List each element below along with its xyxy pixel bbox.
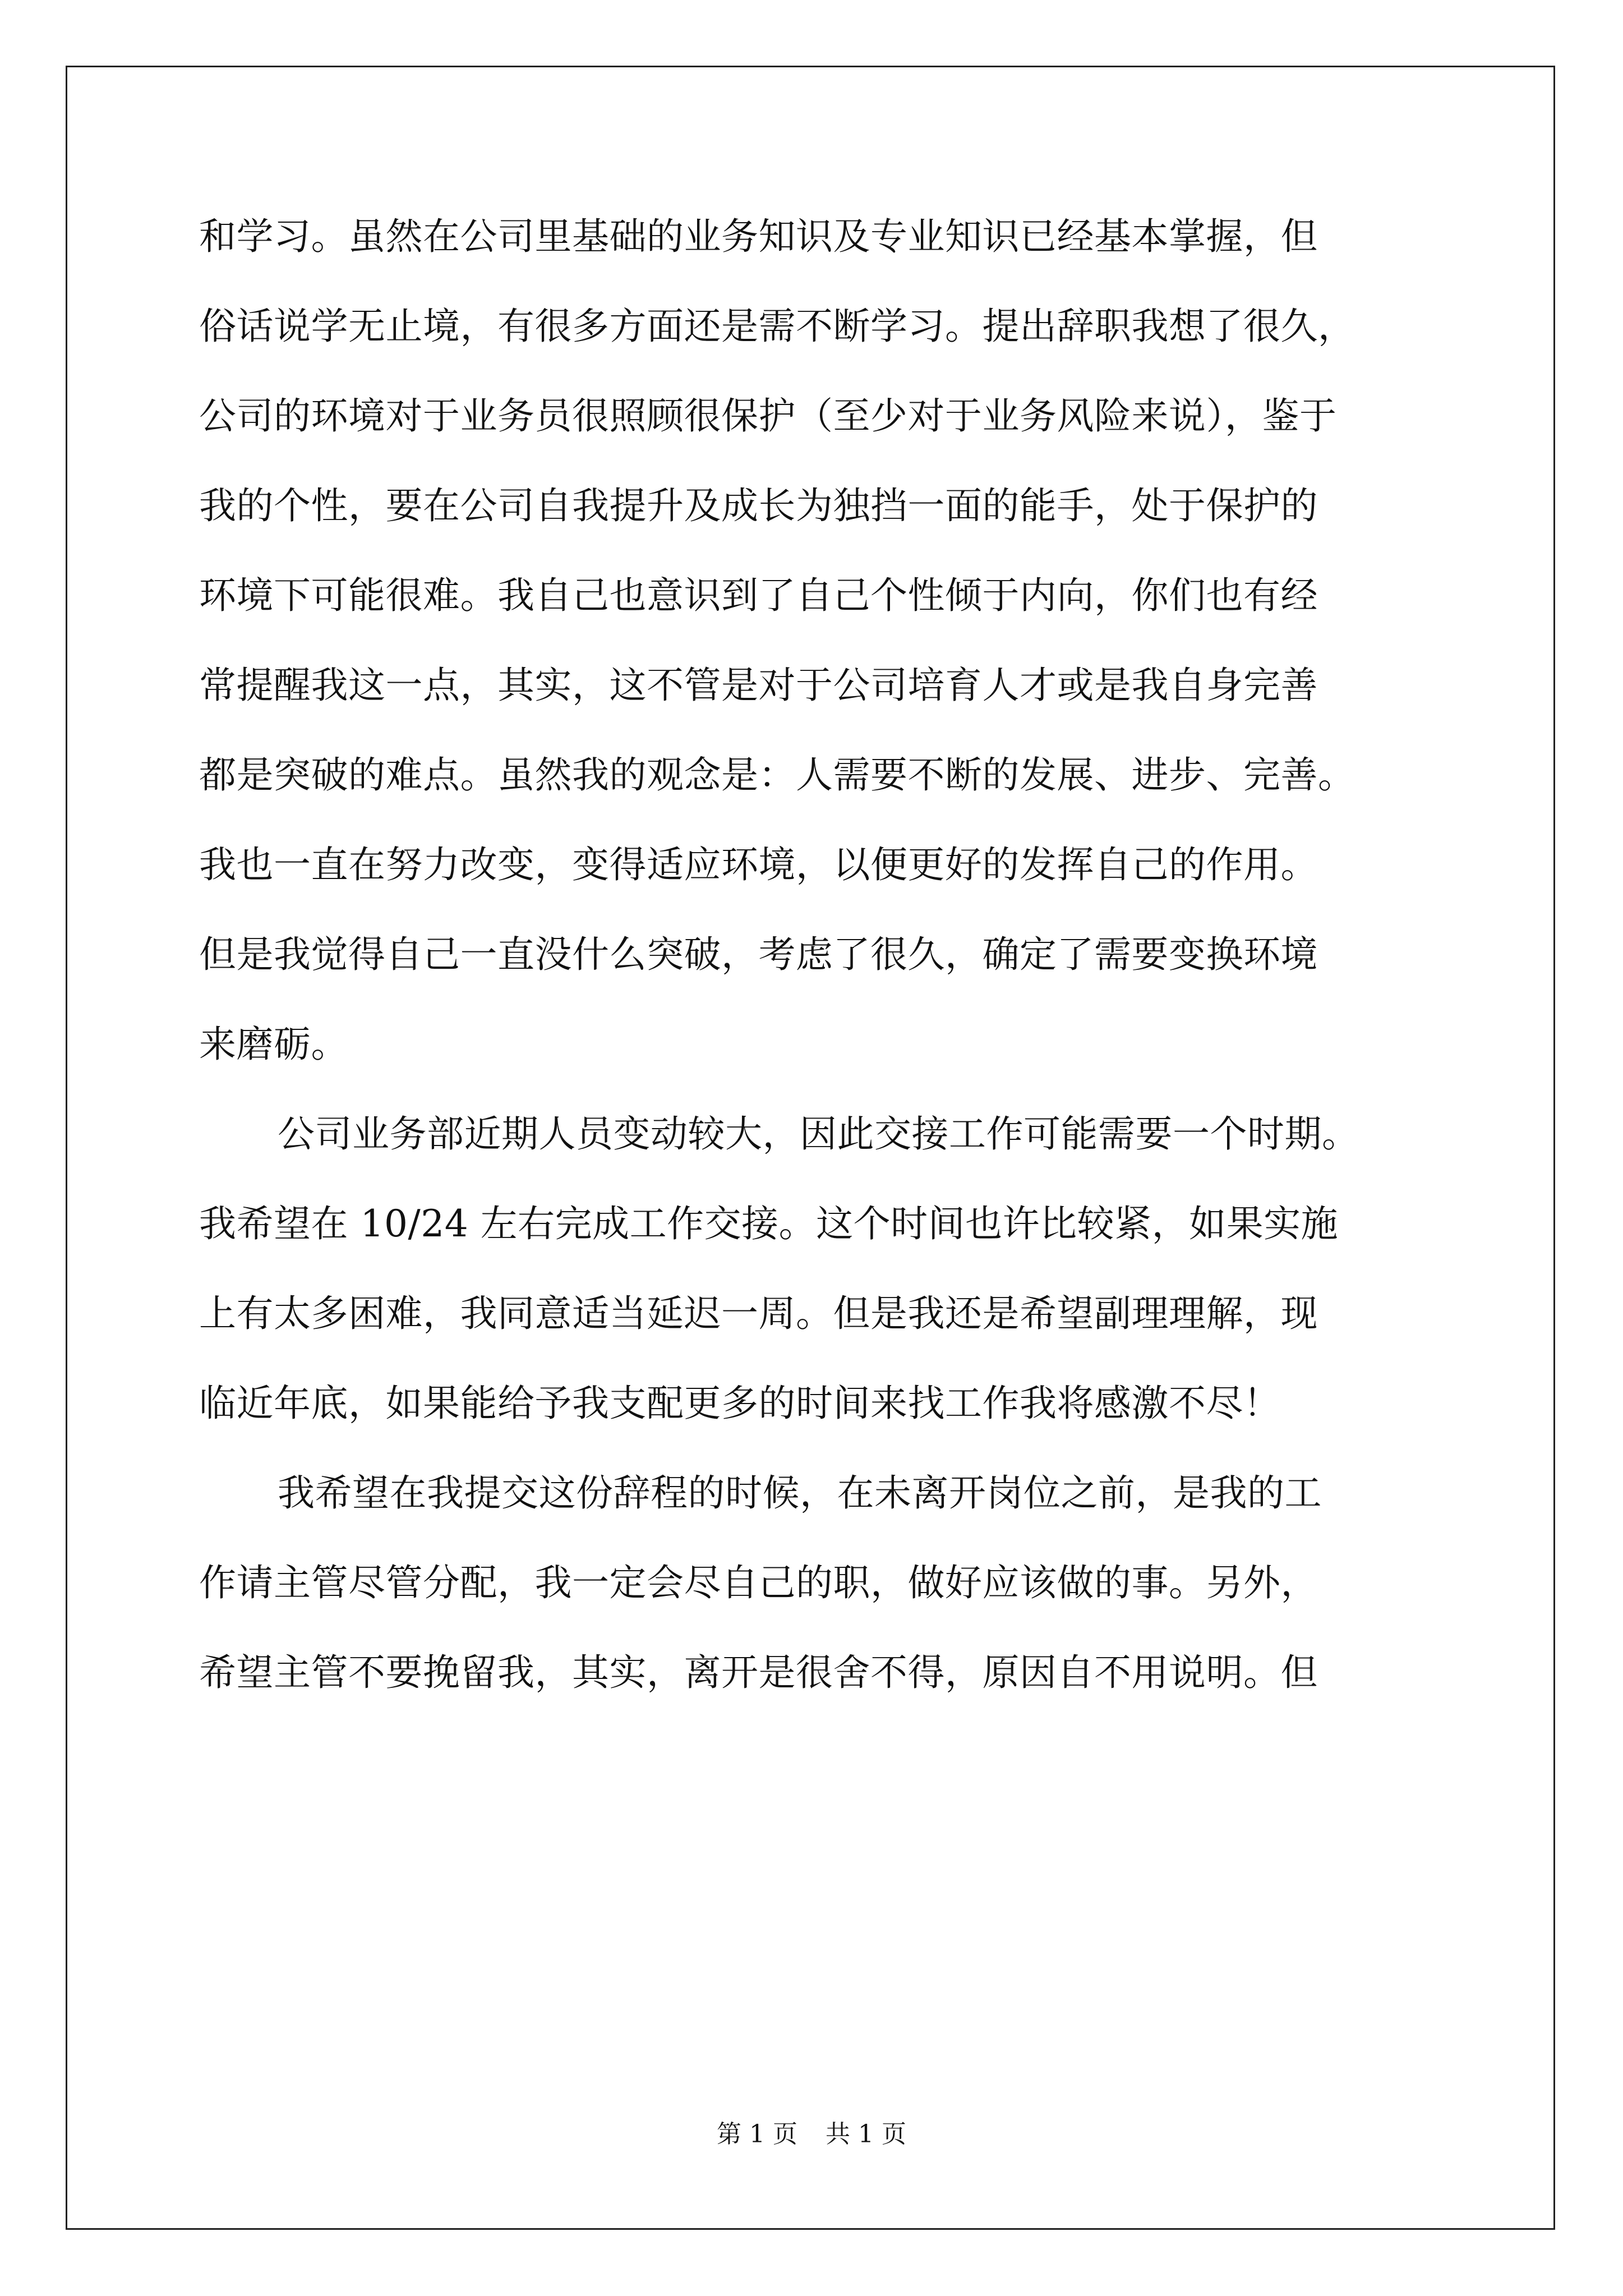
page-number-current: 第 1 页 [717, 2120, 797, 2148]
text-line: 环境下可能很难。我自己也意识到了自己个性倾于内向，你们也有经 [199, 574, 1318, 617]
text-line-indented: 我希望在我提交这份辞程的时候，在未离开岗位之前，是我的工 [278, 1471, 1322, 1515]
text-line: 公司的环境对于业务员很照顾很保护（至少对于业务风险来说），鉴于 [199, 394, 1337, 438]
text-line: 和学习。虽然在公司里基础的业务知识及专业知识已经基本掌握，但 [199, 215, 1318, 258]
document-body [199, 211, 1433, 1737]
text-line-indented: 公司业务部近期人员变动较大，因此交接工作可能需要一个时期。 [278, 1112, 1359, 1156]
text-line: 我也一直在努力改变，变得适应环境，以便更好的发挥自己的作用。 [199, 843, 1318, 886]
text-line: 我希望在 10/24 左右完成工作交接。这个时间也许比较紧，如果实施 [199, 1202, 1339, 1245]
text-line: 俗话说学无止境，有很多方面还是需不断学习。提出辞职我想了很久， [199, 305, 1355, 348]
text-line: 但是我觉得自己一直没什么突破，考虑了很久，确定了需要变换环境 [199, 933, 1318, 976]
text-line: 来磨砺。 [199, 1023, 348, 1066]
text-line: 作请主管尽管分配，我一定会尽自己的职，做好应该做的事。另外， [199, 1561, 1318, 1604]
text-line: 我的个性，要在公司自我提升及成长为独挡一面的能手，处于保护的 [199, 484, 1318, 527]
text-line: 希望主管不要挽留我，其实，离开是很舍不得，原因自不用说明。但 [199, 1651, 1318, 1694]
text-line: 上有太多困难，我同意适当延迟一周。但是我还是希望副理理解，现 [199, 1292, 1318, 1335]
text-line: 常提醒我这一点，其实，这不管是对于公司培育人才或是我自身完善 [199, 664, 1318, 707]
page-number-total: 共 1 页 [826, 2120, 906, 2148]
page-footer [0, 2118, 1623, 2151]
text-line: 都是突破的难点。虽然我的观念是：人需要不断的发展、进步、完善。 [199, 753, 1355, 797]
text-line: 临近年底，如果能给予我支配更多的时间来找工作我将感激不尽！ [199, 1382, 1281, 1425]
